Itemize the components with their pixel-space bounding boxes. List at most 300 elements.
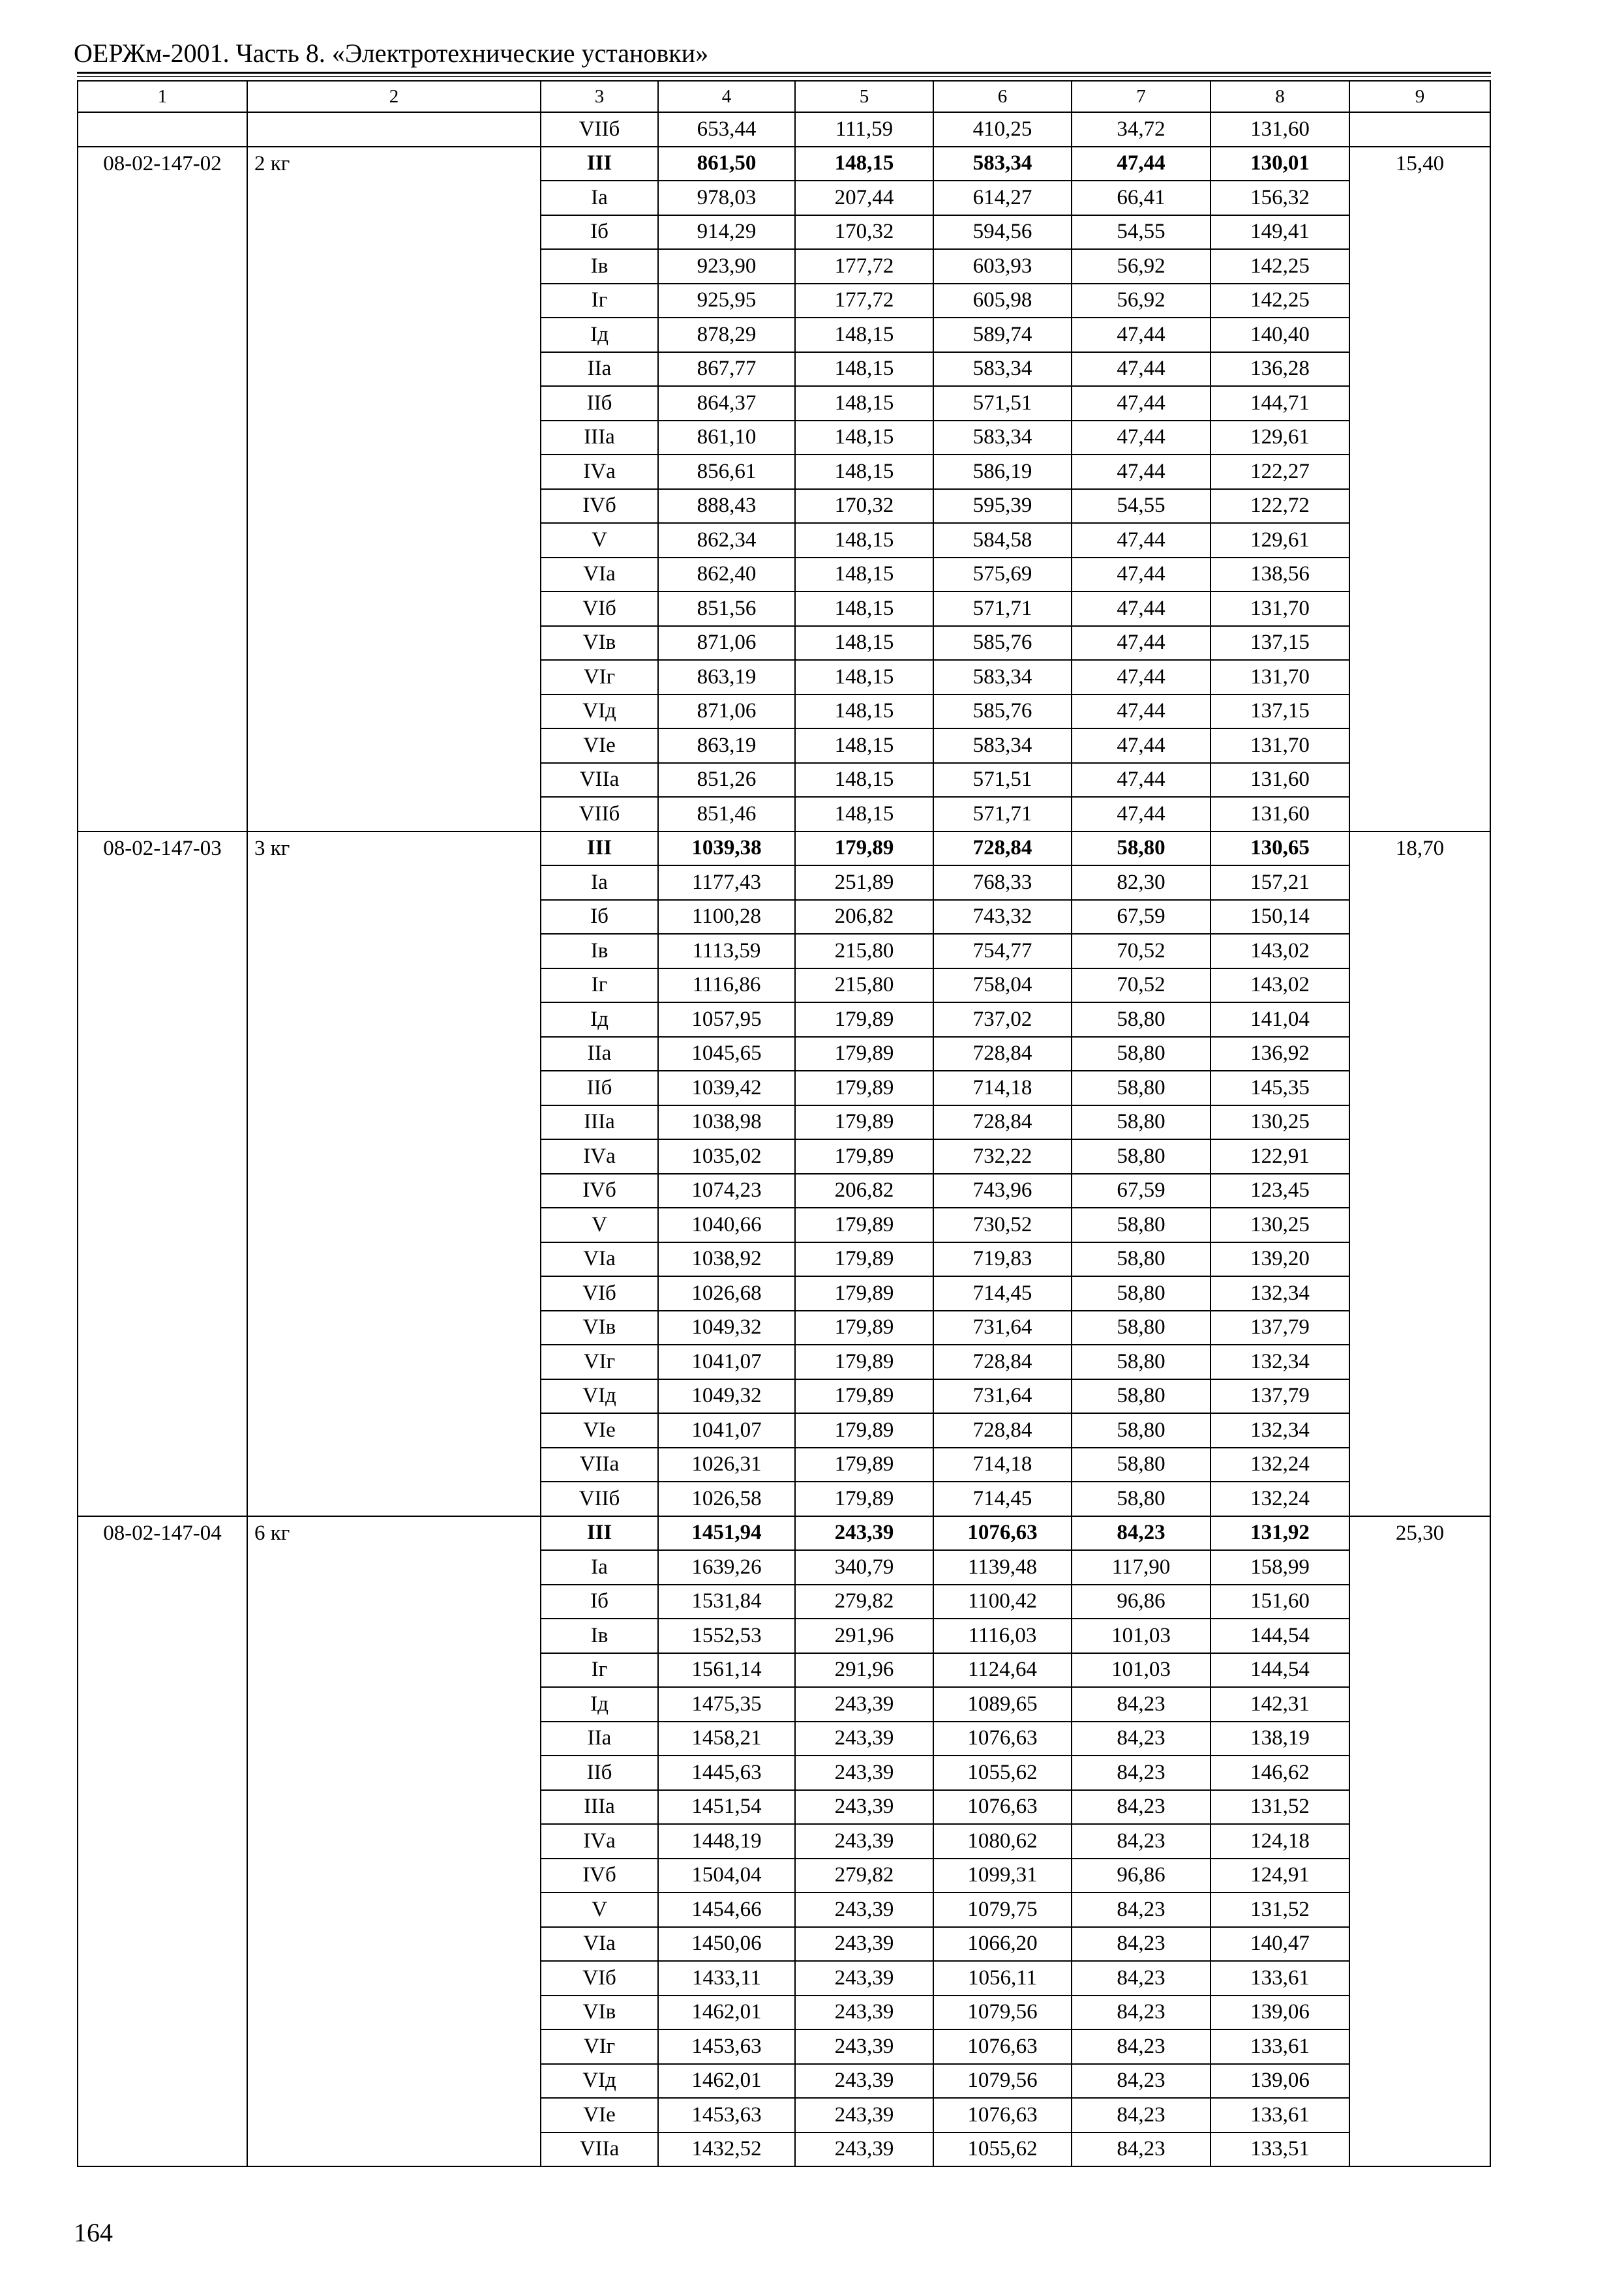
column-number: 9 xyxy=(1349,81,1490,112)
variant-cell: VIг xyxy=(541,660,658,695)
value-cell: 146,62 xyxy=(1210,1756,1349,1790)
value-cell: 170,32 xyxy=(795,215,933,250)
value-cell: 243,39 xyxy=(795,1893,933,1927)
value-cell: 1177,43 xyxy=(658,865,795,900)
value-cell: 56,92 xyxy=(1072,249,1210,284)
column-number: 4 xyxy=(658,81,795,112)
variant-cell: IIIа xyxy=(541,421,658,455)
table-row xyxy=(78,1516,1490,1551)
item-description: 3 кг xyxy=(247,831,541,1516)
variant-cell: VIа xyxy=(541,558,658,592)
value-cell: 243,39 xyxy=(795,2029,933,2064)
variant-cell: VIв xyxy=(541,1311,658,1345)
value-cell: 148,15 xyxy=(795,626,933,661)
variant-cell: IIIа xyxy=(541,1105,658,1140)
value-cell: 131,70 xyxy=(1210,728,1349,763)
variant-cell: VIIб xyxy=(541,1482,658,1516)
value-cell: 862,40 xyxy=(658,558,795,592)
value-cell: 148,15 xyxy=(795,455,933,489)
item-code: 08-02-147-03 xyxy=(78,831,247,1516)
value-cell: 58,80 xyxy=(1072,1311,1210,1345)
variant-cell: VIг xyxy=(541,1345,658,1379)
value-cell: 84,23 xyxy=(1072,1961,1210,1996)
value-cell: 768,33 xyxy=(933,865,1072,900)
value-cell: 58,80 xyxy=(1072,1139,1210,1174)
variant-cell: III xyxy=(541,831,658,866)
value-cell: 731,64 xyxy=(933,1311,1072,1345)
value-cell: 1458,21 xyxy=(658,1722,795,1756)
column-number: 6 xyxy=(933,81,1072,112)
value-cell: 148,15 xyxy=(795,386,933,421)
value-cell: 130,25 xyxy=(1210,1105,1349,1140)
value-cell: 179,89 xyxy=(795,1448,933,1482)
value-cell: 47,44 xyxy=(1072,386,1210,421)
column-number: 8 xyxy=(1210,81,1349,112)
value-cell: 131,60 xyxy=(1210,763,1349,798)
item-code xyxy=(78,112,247,147)
value-cell: 34,72 xyxy=(1072,112,1210,147)
value-cell: 132,24 xyxy=(1210,1448,1349,1482)
value-cell: 1080,62 xyxy=(933,1824,1072,1859)
value-cell: 151,60 xyxy=(1210,1585,1349,1619)
value-cell: 58,80 xyxy=(1072,1379,1210,1414)
value-cell: 47,44 xyxy=(1072,728,1210,763)
value-cell: 101,03 xyxy=(1072,1619,1210,1653)
value-cell: 47,44 xyxy=(1072,591,1210,626)
value-cell: 863,19 xyxy=(658,660,795,695)
variant-cell: IVа xyxy=(541,455,658,489)
value-cell: 47,44 xyxy=(1072,523,1210,558)
variant-cell: Iг xyxy=(541,284,658,318)
value-cell: 177,72 xyxy=(795,249,933,284)
item-description: 6 кг xyxy=(247,1516,541,2167)
item-code: 08-02-147-04 xyxy=(78,1516,247,2167)
value-cell: 1445,63 xyxy=(658,1756,795,1790)
value-cell: 122,27 xyxy=(1210,455,1349,489)
value-cell: 58,80 xyxy=(1072,1276,1210,1311)
variant-cell: IIа xyxy=(541,352,658,387)
value-cell: 66,41 xyxy=(1072,181,1210,215)
value-cell: 47,44 xyxy=(1072,626,1210,661)
variant-cell: VIв xyxy=(541,626,658,661)
value-cell: 731,64 xyxy=(933,1379,1072,1414)
value-cell: 179,89 xyxy=(795,1139,933,1174)
value-cell: 1076,63 xyxy=(933,1790,1072,1825)
value-cell: 1116,86 xyxy=(658,968,795,1003)
value-cell: 170,32 xyxy=(795,489,933,524)
table-row xyxy=(78,147,1490,181)
variant-cell: VIг xyxy=(541,2029,658,2064)
value-cell: 215,80 xyxy=(795,968,933,1003)
value-cell: 136,92 xyxy=(1210,1037,1349,1071)
value-cell: 84,23 xyxy=(1072,1893,1210,1927)
variant-cell: VIа xyxy=(541,1242,658,1277)
value-cell: 143,02 xyxy=(1210,934,1349,968)
value-cell: 131,52 xyxy=(1210,1790,1349,1825)
value-cell: 58,80 xyxy=(1072,1105,1210,1140)
value-cell: 1026,68 xyxy=(658,1276,795,1311)
variant-cell: Iд xyxy=(541,1687,658,1722)
value-cell: 1074,23 xyxy=(658,1174,795,1208)
value-cell: 84,23 xyxy=(1072,1996,1210,2030)
value-cell: 58,80 xyxy=(1072,1413,1210,1448)
value-cell: 123,45 xyxy=(1210,1174,1349,1208)
value-cell: 1453,63 xyxy=(658,2029,795,2064)
variant-cell: Iа xyxy=(541,1550,658,1585)
variant-cell: VIIб xyxy=(541,112,658,147)
value-cell: 141,04 xyxy=(1210,1002,1349,1037)
value-cell: 84,23 xyxy=(1072,1756,1210,1790)
variant-cell: IIб xyxy=(541,386,658,421)
value-cell: 179,89 xyxy=(795,1208,933,1242)
variant-cell: IIб xyxy=(541,1071,658,1105)
value-cell: 67,59 xyxy=(1072,900,1210,935)
value-cell: 871,06 xyxy=(658,626,795,661)
value-cell: 137,15 xyxy=(1210,695,1349,729)
value-cell: 58,80 xyxy=(1072,1242,1210,1277)
variant-cell: IVа xyxy=(541,1139,658,1174)
value-cell: 58,80 xyxy=(1072,1208,1210,1242)
variant-cell: Iг xyxy=(541,968,658,1003)
value-cell: 583,34 xyxy=(933,421,1072,455)
value-cell: 179,89 xyxy=(795,1311,933,1345)
value-cell: 1049,32 xyxy=(658,1379,795,1414)
value-cell: 70,52 xyxy=(1072,934,1210,968)
value-cell: 84,23 xyxy=(1072,1516,1210,1551)
value-cell: 571,71 xyxy=(933,591,1072,626)
variant-cell: Iб xyxy=(541,900,658,935)
value-cell: 732,22 xyxy=(933,1139,1072,1174)
variant-cell: Iв xyxy=(541,1619,658,1653)
value-cell: 206,82 xyxy=(795,1174,933,1208)
value-cell: 179,89 xyxy=(795,1037,933,1071)
value-cell: 243,39 xyxy=(795,1927,933,1962)
variant-cell: VIд xyxy=(541,1379,658,1414)
value-cell: 131,52 xyxy=(1210,1893,1349,1927)
value-cell: 243,39 xyxy=(795,2064,933,2099)
variant-cell: VIIа xyxy=(541,763,658,798)
value-cell: 145,35 xyxy=(1210,1071,1349,1105)
value-cell: 1552,53 xyxy=(658,1619,795,1653)
value-cell: 136,28 xyxy=(1210,352,1349,387)
value-cell: 47,44 xyxy=(1072,695,1210,729)
value-cell: 243,39 xyxy=(795,1996,933,2030)
value-cell: 1040,66 xyxy=(658,1208,795,1242)
value-cell: 148,15 xyxy=(795,660,933,695)
price-table-container xyxy=(77,80,1490,2167)
value-cell: 148,15 xyxy=(795,421,933,455)
price-table-body xyxy=(78,81,1490,2166)
item-total: 25,30 xyxy=(1349,1516,1490,2167)
variant-cell: IIа xyxy=(541,1037,658,1071)
value-cell: 54,55 xyxy=(1072,215,1210,250)
variant-cell: III xyxy=(541,147,658,181)
value-cell: 714,45 xyxy=(933,1482,1072,1516)
header-rule-thick xyxy=(77,72,1491,74)
value-cell: 148,15 xyxy=(795,523,933,558)
value-cell: 1124,64 xyxy=(933,1653,1072,1688)
value-cell: 142,25 xyxy=(1210,249,1349,284)
value-cell: 133,61 xyxy=(1210,2029,1349,2064)
value-cell: 1039,42 xyxy=(658,1071,795,1105)
value-cell: 84,23 xyxy=(1072,1722,1210,1756)
value-cell: 605,98 xyxy=(933,284,1072,318)
page-header: ОЕРЖм-2001. Часть 8. «Электротехнические установки» xyxy=(74,38,709,68)
value-cell: 179,89 xyxy=(795,831,933,866)
value-cell: 58,80 xyxy=(1072,1482,1210,1516)
value-cell: 867,77 xyxy=(658,352,795,387)
variant-cell: VIа xyxy=(541,1927,658,1962)
value-cell: 130,25 xyxy=(1210,1208,1349,1242)
variant-cell: V xyxy=(541,1208,658,1242)
value-cell: 150,14 xyxy=(1210,900,1349,935)
variant-cell: VIв xyxy=(541,1996,658,2030)
variant-cell: Iд xyxy=(541,318,658,352)
value-cell: 243,39 xyxy=(795,1790,933,1825)
column-number-row xyxy=(78,81,1490,112)
value-cell: 143,02 xyxy=(1210,968,1349,1003)
column-number: 1 xyxy=(78,81,247,112)
value-cell: 888,43 xyxy=(658,489,795,524)
value-cell: 124,18 xyxy=(1210,1824,1349,1859)
value-cell: 47,44 xyxy=(1072,660,1210,695)
value-cell: 583,34 xyxy=(933,660,1072,695)
price-table xyxy=(77,80,1491,2167)
variant-cell: VIе xyxy=(541,2098,658,2132)
value-cell: 1100,28 xyxy=(658,900,795,935)
value-cell: 714,45 xyxy=(933,1276,1072,1311)
variant-cell: VIб xyxy=(541,1961,658,1996)
value-cell: 179,89 xyxy=(795,1379,933,1414)
value-cell: 179,89 xyxy=(795,1105,933,1140)
value-cell: 243,39 xyxy=(795,1687,933,1722)
value-cell: 144,54 xyxy=(1210,1653,1349,1688)
value-cell: 1038,92 xyxy=(658,1242,795,1277)
value-cell: 84,23 xyxy=(1072,2132,1210,2167)
value-cell: 144,71 xyxy=(1210,386,1349,421)
value-cell: 179,89 xyxy=(795,1242,933,1277)
value-cell: 137,79 xyxy=(1210,1379,1349,1414)
value-cell: 583,34 xyxy=(933,352,1072,387)
value-cell: 585,76 xyxy=(933,626,1072,661)
value-cell: 177,72 xyxy=(795,284,933,318)
value-cell: 129,61 xyxy=(1210,421,1349,455)
value-cell: 179,89 xyxy=(795,1345,933,1379)
value-cell: 585,76 xyxy=(933,695,1072,729)
value-cell: 291,96 xyxy=(795,1653,933,1688)
value-cell: 96,86 xyxy=(1072,1585,1210,1619)
value-cell: 157,21 xyxy=(1210,865,1349,900)
value-cell: 728,84 xyxy=(933,1345,1072,1379)
value-cell: 871,06 xyxy=(658,695,795,729)
value-cell: 571,51 xyxy=(933,763,1072,798)
variant-cell: Iв xyxy=(541,934,658,968)
variant-cell: Iб xyxy=(541,1585,658,1619)
table-row xyxy=(78,112,1490,147)
value-cell: 122,72 xyxy=(1210,489,1349,524)
value-cell: 1531,84 xyxy=(658,1585,795,1619)
value-cell: 878,29 xyxy=(658,318,795,352)
value-cell: 148,15 xyxy=(795,763,933,798)
value-cell: 862,34 xyxy=(658,523,795,558)
value-cell: 129,61 xyxy=(1210,523,1349,558)
value-cell: 1099,31 xyxy=(933,1859,1072,1893)
value-cell: 58,80 xyxy=(1072,1037,1210,1071)
value-cell: 156,32 xyxy=(1210,181,1349,215)
value-cell: 47,44 xyxy=(1072,763,1210,798)
value-cell: 589,74 xyxy=(933,318,1072,352)
value-cell: 111,59 xyxy=(795,112,933,147)
value-cell: 139,06 xyxy=(1210,1996,1349,2030)
value-cell: 132,34 xyxy=(1210,1345,1349,1379)
value-cell: 133,61 xyxy=(1210,1961,1349,1996)
value-cell: 856,61 xyxy=(658,455,795,489)
value-cell: 1475,35 xyxy=(658,1687,795,1722)
value-cell: 728,84 xyxy=(933,1037,1072,1071)
value-cell: 58,80 xyxy=(1072,1448,1210,1482)
value-cell: 1041,07 xyxy=(658,1413,795,1448)
value-cell: 1451,94 xyxy=(658,1516,795,1551)
value-cell: 243,39 xyxy=(795,1516,933,1551)
value-cell: 1504,04 xyxy=(658,1859,795,1893)
value-cell: 84,23 xyxy=(1072,1790,1210,1825)
value-cell: 340,79 xyxy=(795,1550,933,1585)
value-cell: 158,99 xyxy=(1210,1550,1349,1585)
value-cell: 653,44 xyxy=(658,112,795,147)
value-cell: 243,39 xyxy=(795,1756,933,1790)
value-cell: 131,92 xyxy=(1210,1516,1349,1551)
variant-cell: III xyxy=(541,1516,658,1551)
value-cell: 1026,31 xyxy=(658,1448,795,1482)
value-cell: 47,44 xyxy=(1072,318,1210,352)
value-cell: 861,10 xyxy=(658,421,795,455)
value-cell: 132,34 xyxy=(1210,1276,1349,1311)
value-cell: 1076,63 xyxy=(933,2098,1072,2132)
value-cell: 132,34 xyxy=(1210,1413,1349,1448)
value-cell: 130,01 xyxy=(1210,147,1349,181)
value-cell: 56,92 xyxy=(1072,284,1210,318)
value-cell: 84,23 xyxy=(1072,1824,1210,1859)
value-cell: 251,89 xyxy=(795,865,933,900)
column-number: 2 xyxy=(247,81,541,112)
variant-cell: V xyxy=(541,523,658,558)
value-cell: 728,84 xyxy=(933,1105,1072,1140)
value-cell: 1076,63 xyxy=(933,1516,1072,1551)
value-cell: 215,80 xyxy=(795,934,933,968)
value-cell: 1057,95 xyxy=(658,1002,795,1037)
value-cell: 1451,54 xyxy=(658,1790,795,1825)
value-cell: 614,27 xyxy=(933,181,1072,215)
value-cell: 96,86 xyxy=(1072,1859,1210,1893)
table-row xyxy=(78,831,1490,866)
variant-cell: Iа xyxy=(541,865,658,900)
variant-cell: IIб xyxy=(541,1756,658,1790)
value-cell: 1056,11 xyxy=(933,1961,1072,1996)
value-cell: 1639,26 xyxy=(658,1550,795,1585)
value-cell: 914,29 xyxy=(658,215,795,250)
value-cell: 571,71 xyxy=(933,797,1072,831)
value-cell: 148,15 xyxy=(795,591,933,626)
variant-cell: VIд xyxy=(541,2064,658,2099)
variant-cell: VIд xyxy=(541,695,658,729)
variant-cell: IVб xyxy=(541,1174,658,1208)
value-cell: 137,79 xyxy=(1210,1311,1349,1345)
column-number: 7 xyxy=(1072,81,1210,112)
value-cell: 1055,62 xyxy=(933,2132,1072,2167)
value-cell: 206,82 xyxy=(795,900,933,935)
value-cell: 1139,48 xyxy=(933,1550,1072,1585)
value-cell: 583,34 xyxy=(933,147,1072,181)
variant-cell: Iа xyxy=(541,181,658,215)
variant-cell: VIе xyxy=(541,1413,658,1448)
variant-cell: IVб xyxy=(541,1859,658,1893)
value-cell: 148,15 xyxy=(795,352,933,387)
item-total: 15,40 xyxy=(1349,147,1490,831)
value-cell: 1041,07 xyxy=(658,1345,795,1379)
value-cell: 70,52 xyxy=(1072,968,1210,1003)
value-cell: 851,26 xyxy=(658,763,795,798)
item-code: 08-02-147-02 xyxy=(78,147,247,831)
value-cell: 1453,63 xyxy=(658,2098,795,2132)
value-cell: 1049,32 xyxy=(658,1311,795,1345)
value-cell: 851,46 xyxy=(658,797,795,831)
value-cell: 586,19 xyxy=(933,455,1072,489)
value-cell: 279,82 xyxy=(795,1859,933,1893)
value-cell: 140,40 xyxy=(1210,318,1349,352)
value-cell: 1454,66 xyxy=(658,1893,795,1927)
value-cell: 148,15 xyxy=(795,147,933,181)
value-cell: 1462,01 xyxy=(658,1996,795,2030)
value-cell: 47,44 xyxy=(1072,352,1210,387)
value-cell: 1462,01 xyxy=(658,2064,795,2099)
value-cell: 82,30 xyxy=(1072,865,1210,900)
value-cell: 728,84 xyxy=(933,1413,1072,1448)
value-cell: 1089,65 xyxy=(933,1687,1072,1722)
value-cell: 148,15 xyxy=(795,695,933,729)
value-cell: 1038,98 xyxy=(658,1105,795,1140)
value-cell: 179,89 xyxy=(795,1482,933,1516)
value-cell: 851,56 xyxy=(658,591,795,626)
value-cell: 179,89 xyxy=(795,1002,933,1037)
value-cell: 140,47 xyxy=(1210,1927,1349,1962)
variant-cell: IVб xyxy=(541,489,658,524)
value-cell: 754,77 xyxy=(933,934,1072,968)
variant-cell: VIб xyxy=(541,1276,658,1311)
value-cell: 142,31 xyxy=(1210,1687,1349,1722)
value-cell: 124,91 xyxy=(1210,1859,1349,1893)
header-rule-thin xyxy=(77,76,1491,77)
value-cell: 1079,56 xyxy=(933,1996,1072,2030)
value-cell: 84,23 xyxy=(1072,1927,1210,1962)
variant-cell: IIIа xyxy=(541,1790,658,1825)
item-total: 18,70 xyxy=(1349,831,1490,1516)
value-cell: 1116,03 xyxy=(933,1619,1072,1653)
value-cell: 571,51 xyxy=(933,386,1072,421)
value-cell: 1076,63 xyxy=(933,1722,1072,1756)
value-cell: 47,44 xyxy=(1072,797,1210,831)
value-cell: 243,39 xyxy=(795,1722,933,1756)
value-cell: 291,96 xyxy=(795,1619,933,1653)
value-cell: 47,44 xyxy=(1072,558,1210,592)
value-cell: 1055,62 xyxy=(933,1756,1072,1790)
column-number: 3 xyxy=(541,81,658,112)
value-cell: 47,44 xyxy=(1072,455,1210,489)
value-cell: 1035,02 xyxy=(658,1139,795,1174)
item-total xyxy=(1349,112,1490,147)
value-cell: 133,51 xyxy=(1210,2132,1349,2167)
value-cell: 139,06 xyxy=(1210,2064,1349,2099)
value-cell: 131,60 xyxy=(1210,797,1349,831)
